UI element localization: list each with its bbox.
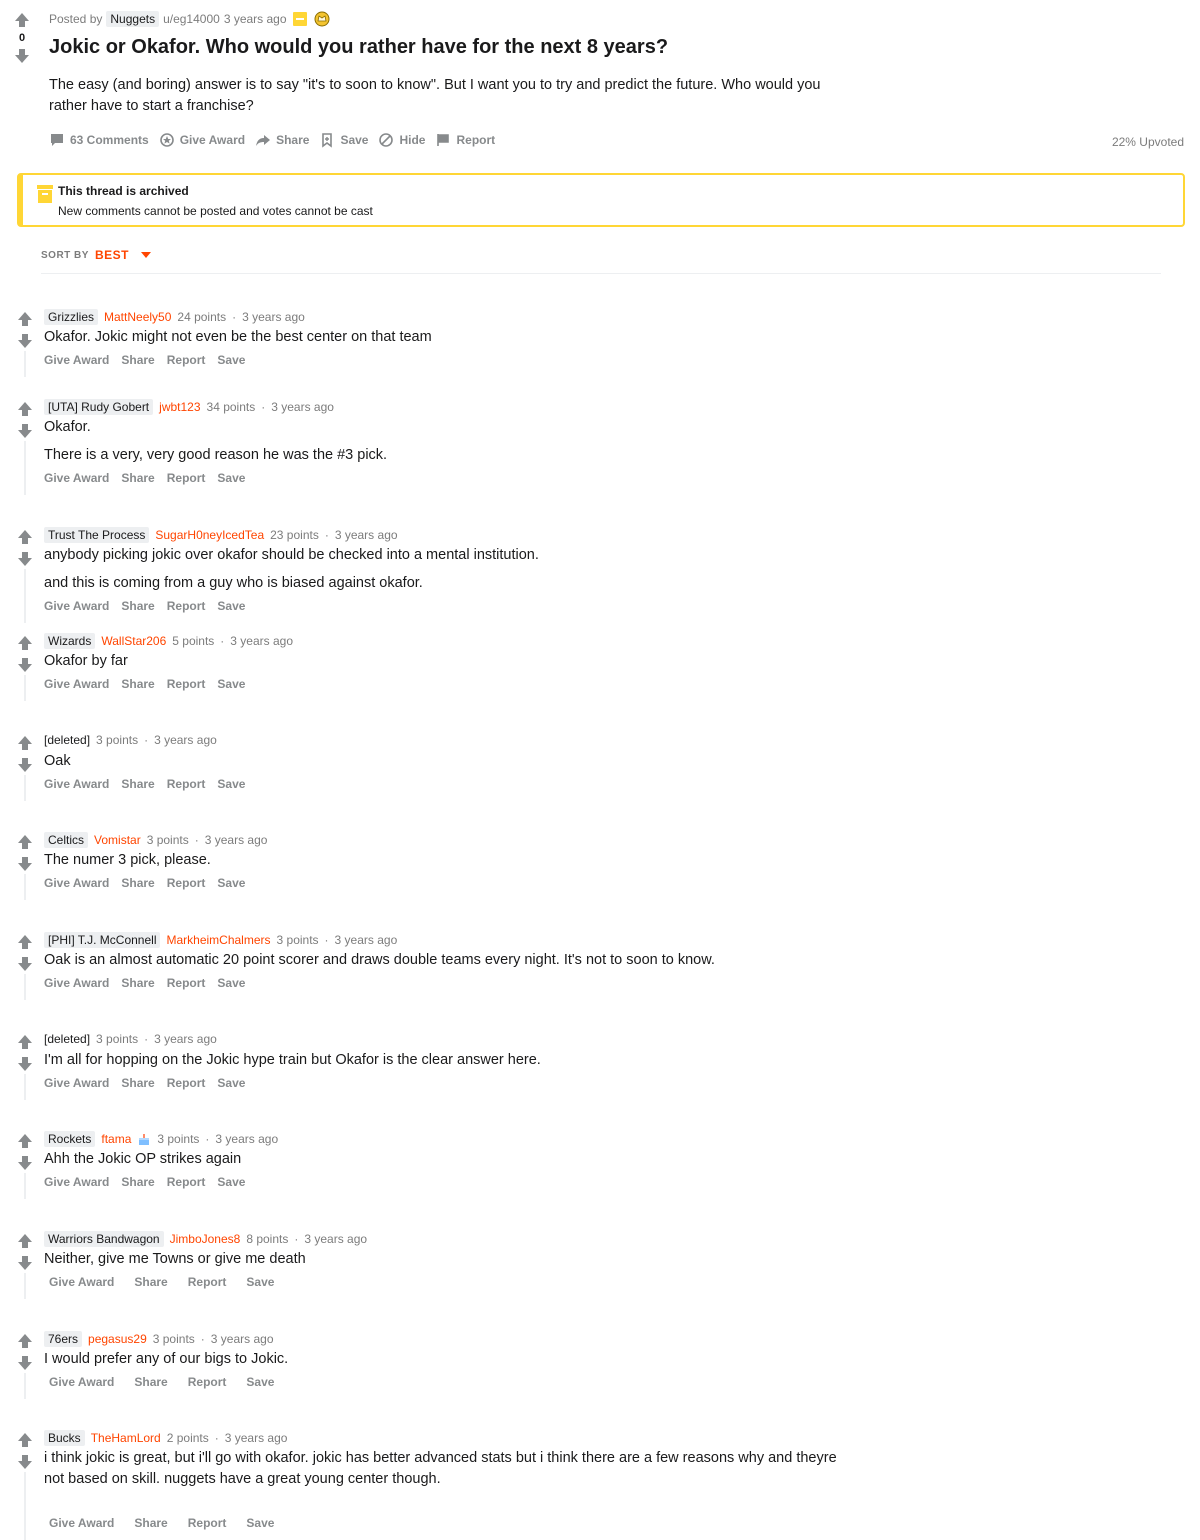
separator-dot: ·: [194, 833, 199, 847]
comment-points: 3 points: [96, 733, 139, 747]
upvote-icon[interactable]: [15, 399, 35, 419]
user-flair: Trust The Process: [44, 527, 149, 543]
comment-paragraph: I'm all for hopping on the Jokic hype train but Okafor is the clear answer here.: [44, 1052, 541, 1068]
share-button[interactable]: Share: [121, 353, 155, 367]
share-button[interactable]: Share: [121, 876, 155, 890]
comment-time[interactable]: 3 years ago: [271, 400, 334, 414]
share-button[interactable]: [255, 132, 309, 148]
chevron-down-icon: [141, 252, 151, 258]
hide-label: Hide: [399, 133, 426, 147]
comment-header: [44, 1331, 274, 1347]
upvote-icon[interactable]: [15, 733, 35, 753]
comment-time[interactable]: 3 years ago: [304, 1232, 368, 1246]
share-button[interactable]: Share: [134, 1275, 168, 1289]
comment-vote: [15, 1430, 35, 1474]
upvote-icon[interactable]: [15, 1231, 35, 1251]
comment-body: [44, 850, 844, 878]
share-button[interactable]: Share: [134, 1375, 168, 1389]
thread-line[interactable]: [24, 775, 26, 801]
sort-dropdown[interactable]: [41, 248, 151, 262]
comment-header: [44, 932, 397, 948]
thread-line[interactable]: [24, 1472, 26, 1540]
comment-body: [44, 1349, 844, 1377]
comment-paragraph: Oak is an almost automatic 20 point scorer and draws double teams every night. It's not to soon to know.: [44, 952, 715, 968]
downvote-icon[interactable]: [15, 655, 35, 675]
user-flair: 76ers: [44, 1331, 82, 1347]
comment-author[interactable]: ftama: [101, 1132, 132, 1146]
separator-dot: ·: [144, 1032, 149, 1046]
comment-author[interactable]: jwbt123: [159, 400, 201, 414]
report-button[interactable]: Report: [166, 677, 206, 691]
post-vote: [12, 10, 32, 66]
divider: [41, 273, 1161, 274]
comment-actions: [44, 677, 245, 691]
comment-vote: [15, 1131, 35, 1175]
give-award-button[interactable]: Give Award: [49, 1375, 115, 1389]
comment-paragraph: Oak: [44, 753, 71, 769]
thread-line[interactable]: [24, 1273, 26, 1299]
save-button[interactable]: Save: [246, 1375, 275, 1389]
comment-body: [44, 651, 844, 679]
comment-paragraph: Okafor by far: [44, 653, 128, 669]
separator-dot: ·: [324, 528, 329, 542]
comment-actions: [44, 1076, 245, 1090]
upvote-icon[interactable]: [15, 832, 35, 852]
upvote-icon[interactable]: [12, 10, 32, 30]
comment-body: [44, 1149, 844, 1177]
comment-points: 34 points: [206, 400, 256, 414]
comment-paragraph: Okafor.: [44, 419, 91, 435]
give-award-button[interactable]: Give Award: [49, 1516, 115, 1530]
comment-vote: [15, 399, 35, 443]
comment-body: [44, 417, 844, 473]
downvote-icon[interactable]: [15, 549, 35, 569]
report-button[interactable]: Report: [166, 1175, 206, 1189]
flag-icon: [435, 132, 451, 148]
give-award-button[interactable]: Give Award: [44, 353, 110, 367]
downvote-icon[interactable]: [15, 854, 35, 874]
comment-actions: [44, 876, 245, 890]
comment-time[interactable]: 3 years ago: [230, 634, 294, 648]
save-label: Save: [340, 133, 369, 147]
separator-dot: ·: [261, 400, 266, 414]
comment-paragraph: I would prefer any of our bigs to Jokic.: [44, 1351, 289, 1367]
save-button[interactable]: Save: [217, 777, 246, 791]
comment-time[interactable]: 3 years ago: [334, 933, 398, 947]
user-flair: Grizzlies: [44, 309, 98, 325]
comment-paragraph: Neither, give me Towns or give me death: [44, 1251, 306, 1267]
separator-dot: ·: [144, 733, 149, 747]
share-button[interactable]: Share: [121, 677, 155, 691]
hide-icon: [378, 132, 394, 148]
comment-header: [44, 832, 267, 848]
downvote-icon[interactable]: [15, 421, 35, 441]
comments-label: 63 Comments: [70, 133, 149, 147]
comment-author[interactable]: JimboJones8: [169, 1232, 241, 1246]
sort-value: BEST: [94, 248, 129, 262]
posted-by-label: Posted by: [49, 12, 103, 26]
report-button[interactable]: Report: [166, 777, 206, 791]
separator-dot: ·: [214, 1431, 219, 1445]
comment-header: [44, 1231, 367, 1247]
give-award-button[interactable]: Give Award: [44, 677, 110, 691]
gift-icon: [159, 132, 175, 148]
share-button[interactable]: Share: [121, 1076, 155, 1090]
comment-paragraph: There is a very, very good reason he was the #3 pick.: [44, 447, 388, 463]
separator-dot: ·: [294, 1232, 299, 1246]
archived-title: This thread is archived: [58, 184, 189, 198]
share-button[interactable]: Share: [121, 599, 155, 613]
give-award-button[interactable]: Give Award: [44, 599, 110, 613]
post-actions: [49, 132, 495, 148]
comment-body: [44, 950, 844, 978]
give-award-button[interactable]: Give Award: [44, 1175, 110, 1189]
comment-time[interactable]: 3 years ago: [204, 833, 268, 847]
comment-time[interactable]: 3 years ago: [224, 1431, 288, 1445]
downvote-icon[interactable]: [15, 755, 35, 775]
save-button[interactable]: Save: [246, 1275, 275, 1289]
comment-paragraph: and this is coming from a guy who is biased against okafor.: [44, 575, 423, 591]
comment-vote: [15, 733, 35, 777]
report-button[interactable]: Report: [187, 1516, 227, 1530]
archive-icon: [37, 185, 53, 203]
comment-time[interactable]: 3 years ago: [242, 310, 305, 324]
comment-actions: [44, 471, 245, 485]
cake-day-icon: [137, 1132, 151, 1146]
archive-icon: [291, 10, 309, 28]
share-button[interactable]: Share: [121, 471, 155, 485]
save-button[interactable]: [319, 132, 368, 148]
downvote-icon[interactable]: [15, 1253, 35, 1273]
thread-line[interactable]: [24, 569, 26, 623]
comment-paragraph: Okafor. Jokic might not even be the best center on that team: [44, 329, 432, 345]
user-flair: Wizards: [44, 633, 95, 649]
separator-dot: ·: [205, 1132, 210, 1146]
report-button[interactable]: Report: [166, 599, 206, 613]
user-flair: [PHI] T.J. McConnell: [44, 932, 160, 948]
comment-points: 8 points: [246, 1232, 289, 1246]
comment-points: 3 points: [276, 933, 319, 947]
separator-dot: ·: [200, 1332, 205, 1346]
comment-time[interactable]: 3 years ago: [210, 1332, 274, 1346]
thread-line[interactable]: [24, 351, 26, 377]
report-button[interactable]: [435, 132, 495, 148]
give-award-button[interactable]: Give Award: [44, 876, 110, 890]
upvote-icon[interactable]: [15, 1032, 35, 1052]
save-button[interactable]: Save: [217, 353, 246, 367]
comment-body: [44, 1050, 844, 1078]
post: [0, 0, 1200, 165]
comment-author[interactable]: WallStar206: [101, 634, 167, 648]
comment-points: 3 points: [96, 1032, 139, 1046]
comment-paragraph: The numer 3 pick, please.: [44, 852, 211, 868]
post-title[interactable]: Jokic or Okafor. Who would you rather have for the next 8 years?: [49, 36, 669, 58]
downvote-icon[interactable]: [12, 46, 32, 66]
thread-line[interactable]: [24, 1074, 26, 1100]
give-award-button[interactable]: Give Award: [44, 777, 110, 791]
comment-author[interactable]: pegasus29: [88, 1332, 147, 1346]
comment-author[interactable]: TheHamLord: [90, 1431, 161, 1445]
report-label: Report: [456, 133, 496, 147]
comment-body: [44, 327, 844, 355]
sort-label: SORT BY: [41, 249, 89, 261]
save-button[interactable]: Save: [217, 1175, 246, 1189]
bookmark-icon: [319, 132, 335, 148]
comment-body: [44, 751, 844, 779]
give-award-button[interactable]: [159, 132, 245, 148]
comment-actions: [49, 1516, 274, 1530]
comment-vote: [15, 1231, 35, 1275]
separator-dot: ·: [232, 310, 237, 324]
comment-header: [44, 399, 334, 415]
comment-actions: [44, 1175, 245, 1189]
comment-vote: [15, 1032, 35, 1076]
comment-paragraph: anybody picking jokic over okafor should be checked into a mental institution.: [44, 547, 539, 563]
comment-actions: [44, 976, 245, 990]
share-button[interactable]: Share: [121, 777, 155, 791]
downvote-icon[interactable]: [15, 331, 35, 351]
upvote-icon[interactable]: [15, 1430, 35, 1450]
comment-body: [44, 1249, 844, 1277]
downvote-icon[interactable]: [15, 1353, 35, 1373]
separator-dot: ·: [324, 933, 329, 947]
save-button[interactable]: Save: [217, 1076, 246, 1090]
comment-paragraph: i think jokic is great, but i'll go with okafor. jokic has better advanced stats but i think there are a few reasons why and theyre not based on skill. nuggets have a great young center though.: [44, 1450, 837, 1487]
post-meta: [49, 10, 331, 28]
comment-points: 24 points: [177, 310, 227, 324]
post-body: The easy (and boring) answer is to say "it's to soon to know". But I want you to try and predict the future. Who would you rather have to start a franchise?: [49, 77, 821, 114]
comment-points: 3 points: [146, 833, 189, 847]
save-button[interactable]: Save: [217, 471, 246, 485]
comment-vote: [15, 832, 35, 876]
save-button[interactable]: Save: [217, 876, 246, 890]
give-award-button[interactable]: Give Award: [44, 471, 110, 485]
report-button[interactable]: Report: [187, 1275, 227, 1289]
comment-author[interactable]: MattNeely50: [104, 310, 172, 324]
comment-paragraph: Ahh the Jokic OP strikes again: [44, 1151, 242, 1167]
upvote-icon[interactable]: [15, 1131, 35, 1151]
comments-button[interactable]: [49, 132, 149, 148]
thread-line[interactable]: [24, 675, 26, 701]
comment-vote: [15, 527, 35, 571]
thread-line[interactable]: [24, 1173, 26, 1199]
share-label: Share: [276, 133, 310, 147]
award-icon: [313, 10, 331, 28]
share-button[interactable]: Share: [121, 976, 155, 990]
comment-body: [44, 545, 844, 601]
comment-author[interactable]: Vomistar: [94, 833, 141, 847]
report-button[interactable]: Report: [187, 1375, 227, 1389]
report-button[interactable]: Report: [166, 976, 206, 990]
thread-line[interactable]: [24, 874, 26, 900]
report-button[interactable]: Report: [166, 353, 206, 367]
upvote-icon[interactable]: [15, 1331, 35, 1351]
comment-author[interactable]: SugarH0neyIcedTea: [155, 528, 265, 542]
comment-time[interactable]: 3 years ago: [154, 1032, 217, 1046]
save-button[interactable]: Save: [217, 677, 246, 691]
comment-actions: [49, 1275, 274, 1289]
user-flair: Bucks: [44, 1430, 85, 1446]
upvote-icon[interactable]: [15, 932, 35, 952]
comment-vote: [15, 932, 35, 976]
comment-points: 3 points: [152, 1332, 195, 1346]
report-button[interactable]: Report: [166, 471, 206, 485]
give-award-button[interactable]: Give Award: [44, 976, 110, 990]
post-vote-count: 0: [18, 32, 26, 44]
comment-body: [44, 1448, 844, 1497]
give-award-button[interactable]: Give Award: [49, 1275, 115, 1289]
give-award-label: Give Award: [179, 133, 246, 147]
thread-line[interactable]: [24, 974, 26, 1000]
comment-actions: [44, 777, 245, 791]
hide-button[interactable]: [378, 132, 425, 148]
share-icon: [255, 132, 271, 148]
upvote-icon[interactable]: [15, 633, 35, 653]
report-button[interactable]: Report: [166, 876, 206, 890]
share-button[interactable]: Share: [134, 1516, 168, 1530]
comment-icon: [49, 132, 65, 148]
comment-time[interactable]: 3 years ago: [154, 733, 217, 747]
downvote-icon[interactable]: [15, 954, 35, 974]
downvote-icon[interactable]: [15, 1054, 35, 1074]
user-flair: Rockets: [44, 1131, 95, 1147]
save-button[interactable]: Save: [246, 1516, 275, 1530]
post-time: 3 years ago: [223, 12, 287, 26]
comment-author[interactable]: MarkheimChalmers: [166, 933, 271, 947]
separator-dot: ·: [220, 634, 225, 648]
save-button[interactable]: Save: [217, 599, 246, 613]
downvote-icon[interactable]: [15, 1452, 35, 1472]
comment-header: [44, 733, 217, 747]
comment-points: 23 points: [270, 528, 319, 542]
comment-actions: [44, 353, 245, 367]
give-award-button[interactable]: Give Award: [44, 1076, 110, 1090]
comment-header: [44, 309, 305, 325]
archived-subtitle: New comments cannot be posted and votes cannot be cast: [58, 204, 373, 218]
comment-points: 3 points: [157, 1132, 200, 1146]
user-flair: Celtics: [44, 832, 88, 848]
archived-banner: [17, 173, 1185, 227]
comment-header: [44, 633, 293, 649]
comment-vote: [15, 633, 35, 677]
comment-points: 2 points: [166, 1431, 209, 1445]
upvote-icon[interactable]: [15, 309, 35, 329]
comment-actions: [44, 599, 245, 613]
thread-line[interactable]: [24, 441, 26, 495]
comment-header: [44, 1131, 278, 1147]
report-button[interactable]: Report: [166, 1076, 206, 1090]
comment-time[interactable]: 3 years ago: [215, 1132, 279, 1146]
post-flair: Nuggets: [106, 11, 159, 27]
save-button[interactable]: Save: [217, 976, 246, 990]
comment-header: [44, 527, 398, 543]
comment-vote: [15, 309, 35, 353]
comment-header: [44, 1032, 217, 1046]
comment-points: 5 points: [172, 634, 215, 648]
comment-author: [deleted]: [44, 733, 91, 747]
user-flair: [UTA] Rudy Gobert: [44, 399, 153, 415]
share-button[interactable]: Share: [121, 1175, 155, 1189]
thread-line[interactable]: [24, 1373, 26, 1399]
user-flair: Warriors Bandwagon: [44, 1231, 164, 1247]
post-author[interactable]: u/eg14000: [163, 12, 220, 26]
comment-vote: [15, 1331, 35, 1375]
comment-time[interactable]: 3 years ago: [334, 528, 398, 542]
upvoted-percent: 22% Upvoted: [1111, 135, 1184, 149]
comment-header: [44, 1430, 287, 1446]
comment-author: [deleted]: [44, 1032, 91, 1046]
comment-actions: [49, 1375, 274, 1389]
downvote-icon[interactable]: [15, 1153, 35, 1173]
upvote-icon[interactable]: [15, 527, 35, 547]
